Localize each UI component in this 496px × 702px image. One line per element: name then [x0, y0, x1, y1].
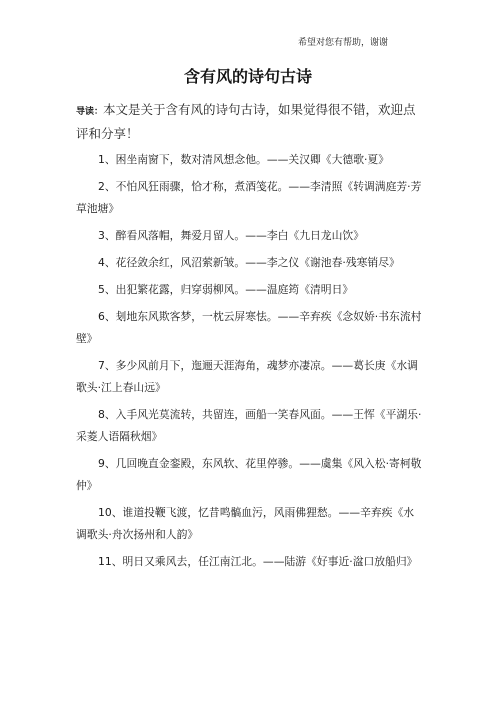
poem-line-8: 8、入手风光莫流转，共留连，画船一笑春风面。——王恽《平湖乐·采菱人语隔秋烟》	[76, 408, 422, 443]
poem-line-3: 3、醉看风落帽，舞爱月留人。——李白《九日龙山饮》	[98, 229, 364, 242]
poem-line-4: 4、花径敛余红，风沼萦新皱。——李之仪《谢池春·残寒销尽》	[98, 256, 400, 269]
poem-line-5: 5、出犯繁花露，归穿弱柳风。——温庭筠《清明日》	[98, 283, 354, 296]
poem-line-6: 6、刬地东风欺客梦，一枕云屏寒怯。——辛弃疾《念奴娇·书东流村壁》	[76, 310, 422, 345]
poem-list	[76, 149, 422, 573]
intro-text: 本文是关于含有风的诗句古诗，如果觉得很不错，欢迎点评和分享！	[76, 102, 416, 141]
poem-line-1: 1、困坐南窗下，数对清风想念他。——关汉卿《大德歌·夏》	[98, 153, 390, 166]
document-body	[76, 99, 422, 578]
intro-paragraph	[76, 99, 422, 144]
poem-line-9: 9、几回晚直金銮殿，东风软、花里停骖。——虞集《风入松·寄柯敬仲》	[76, 457, 422, 492]
header-note: 希望对您有帮助，谢谢	[297, 38, 388, 48]
document-title: 含有风的诗句古诗	[183, 67, 312, 86]
poem-line-10: 10、谁道投鞭飞渡，忆昔鸣髇血污，风雨佛狸愁。——辛弃疾《水调歌头·舟次扬州和人韵》	[76, 506, 415, 541]
poem-line-2: 2、不怕风狂雨骤，恰才称，煮酒笺花。——李清照《转调满庭芳·芳草池塘》	[76, 180, 422, 215]
intro-label: 导读：	[76, 107, 104, 117]
poem-line-7: 7、多少风前月下，迤逦天涯海角，魂梦亦凄凉。——葛长庚《水调歌头·江上春山远》	[76, 359, 418, 394]
poem-line-11: 11、明日又乘风去，任江南江北。——陆游《好事近·湓口放船归》	[98, 555, 418, 568]
